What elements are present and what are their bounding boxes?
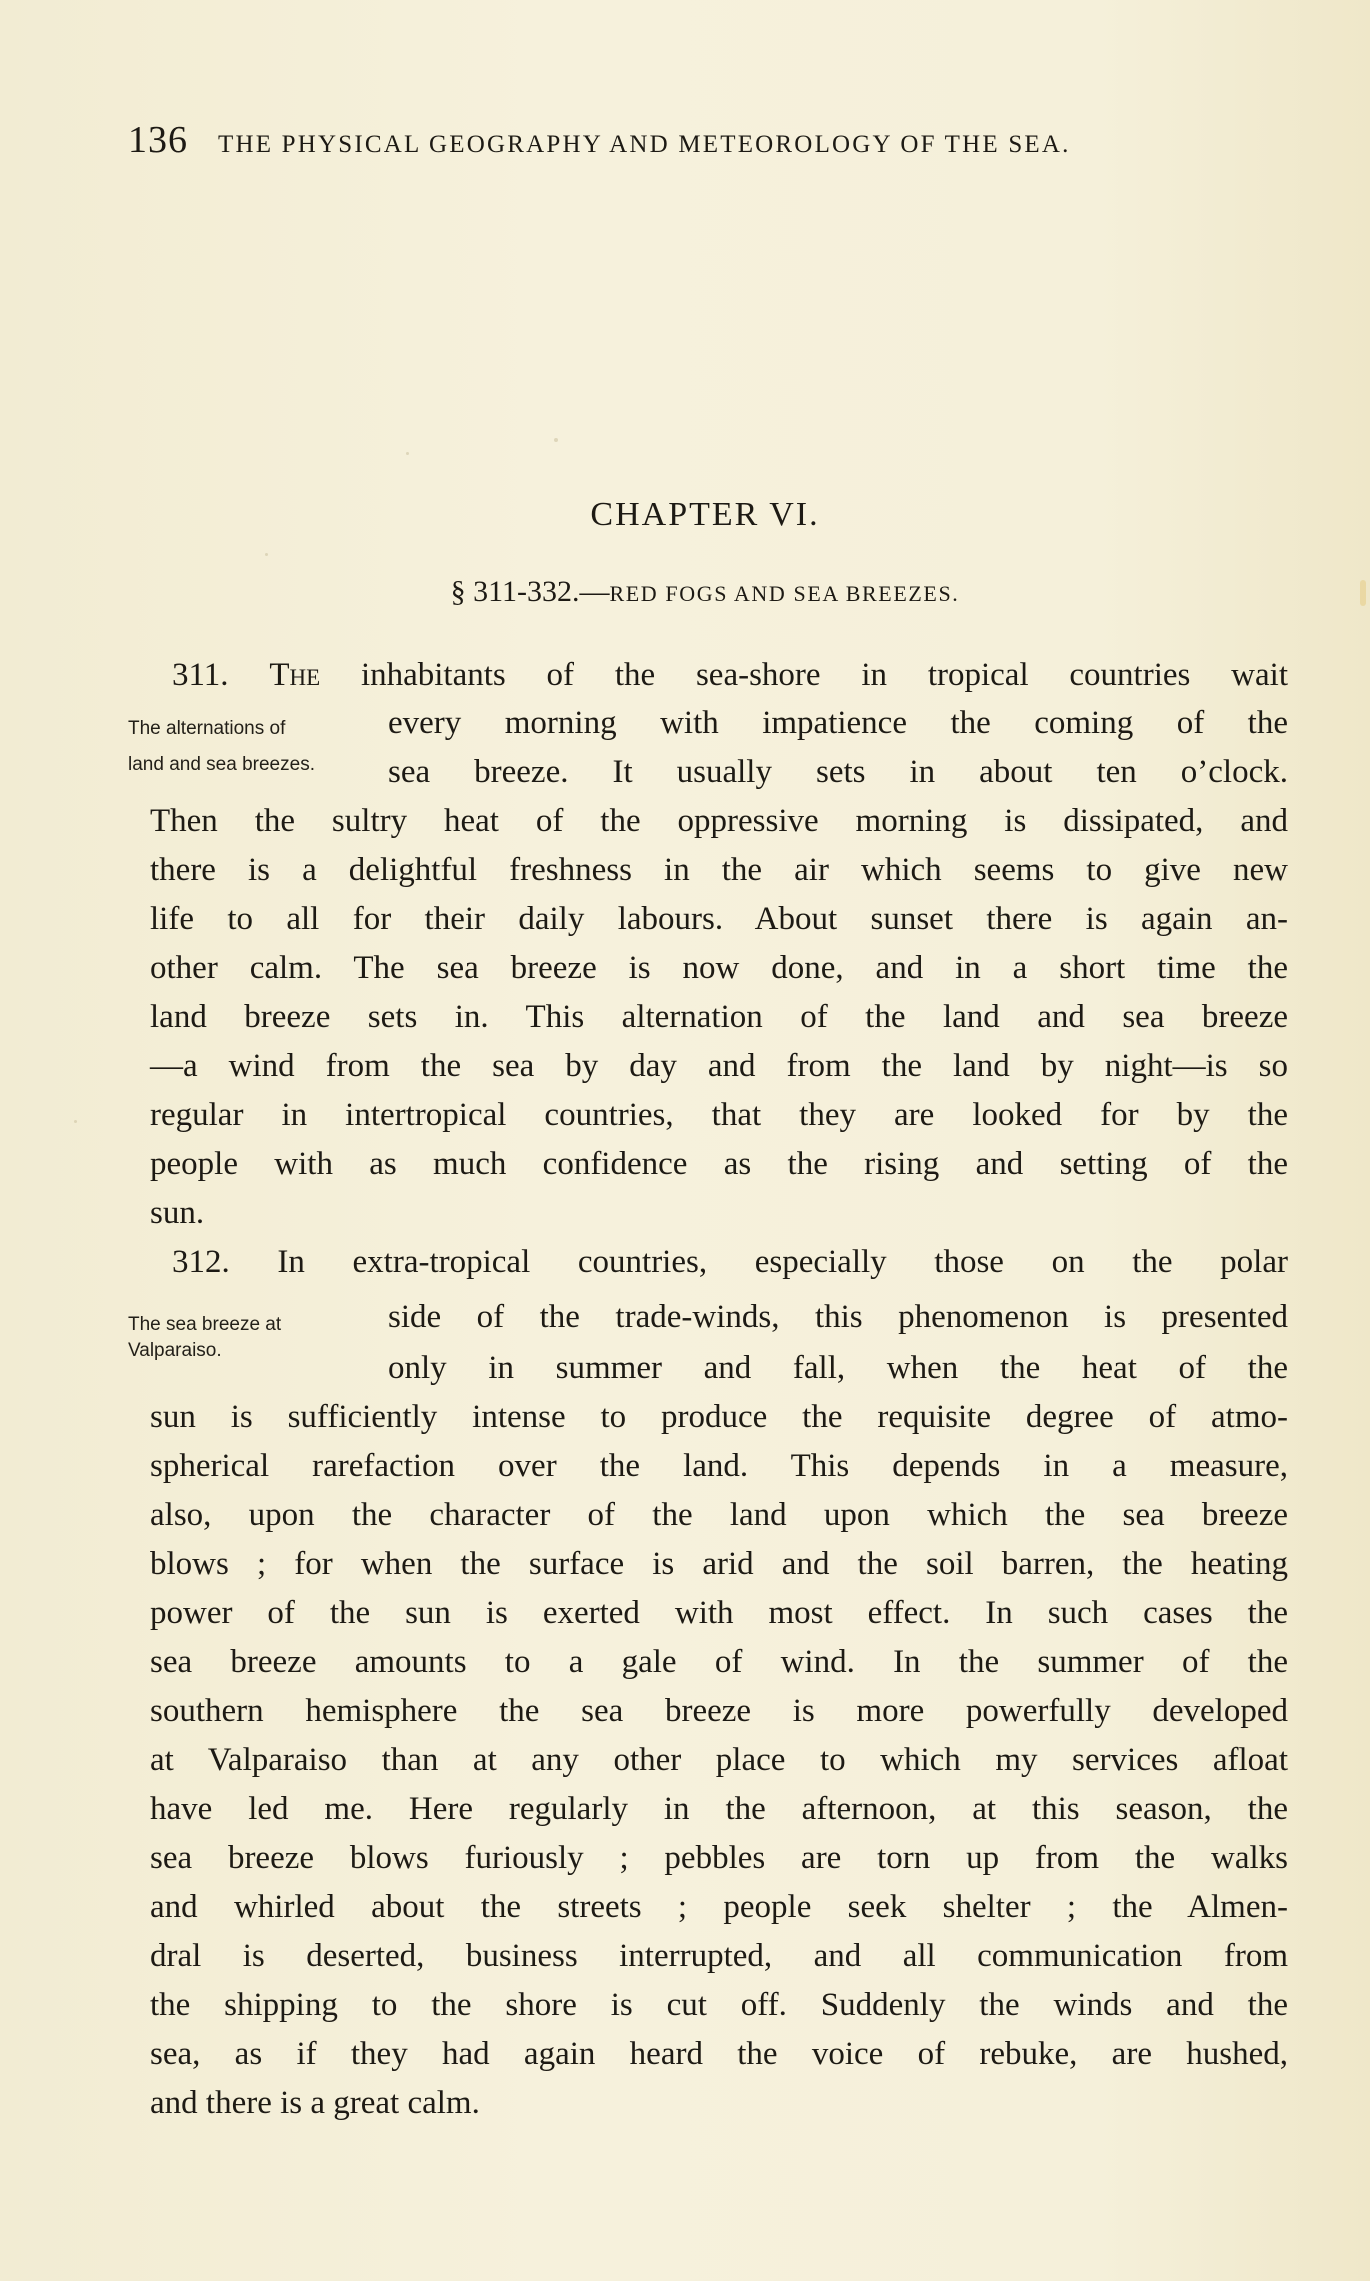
text-line-9: —a wind from the sea by day and from the land by night—is so xyxy=(150,1048,1288,1084)
text-line-1 xyxy=(172,651,1288,699)
text-line-21: sea breeze amounts to a gale of wind. In the summer of the xyxy=(150,1644,1288,1680)
paragraph-first-word: The xyxy=(269,657,321,693)
text-line-10: regular in intertropical countries, that they are looked for by the xyxy=(150,1097,1288,1133)
text-line-16: sun is sufficiently intense to produce the requisite degree of atmo- xyxy=(150,1399,1288,1435)
text-line-24: have led me. Here regularly in the afternoon, at this season, the xyxy=(150,1791,1288,1827)
section-heading xyxy=(0,575,1370,609)
text-line-11: people with as much confidence as the rising and setting of the xyxy=(150,1146,1288,1182)
paper-speck xyxy=(554,438,558,442)
line-1-rest: inhabitants of the sea-shore in tropical countries wait xyxy=(360,657,1288,693)
section-number: § 311-332. xyxy=(450,575,580,608)
paragraph-number-311: 311. xyxy=(172,657,229,693)
text-line-12: sun. xyxy=(150,1195,205,1231)
text-line-13: 312. In extra-tropical countries, especially those on the polar xyxy=(172,1244,1288,1280)
text-line-23: at Valparaiso than at any other place to which my services afloat xyxy=(150,1742,1288,1778)
chapter-title: CHAPTER VI. xyxy=(590,496,820,533)
text-line-29: sea, as if they had again heard the voice of rebuke, are hushed, xyxy=(150,2036,1288,2072)
text-line-5: there is a delightful freshness in the air which seems to give new xyxy=(150,852,1288,888)
text-line-7: other calm. The sea breeze is now done, and in a short time the xyxy=(150,950,1288,986)
text-line-26: and whirled about the streets ; people seek shelter ; the Almen- xyxy=(150,1889,1288,1925)
text-line-18: also, upon the character of the land upon which the sea breeze xyxy=(150,1497,1288,1533)
text-line-22: southern hemisphere the sea breeze is more powerfully developed xyxy=(150,1693,1288,1729)
text-line-8: land breeze sets in. This alternation of the land and sea breeze xyxy=(150,999,1288,1035)
text-line-4: Then the sultry heat of the oppressive morning is dissipated, and xyxy=(150,803,1288,839)
text-line-3: sea breeze. It usually sets in about ten o’clock. xyxy=(388,754,1288,790)
text-line-19: blows ; for when the surface is arid and the soil barren, the heating xyxy=(150,1546,1288,1582)
running-head xyxy=(128,118,1238,168)
paper-speck xyxy=(406,452,409,455)
sidenote-valparaiso-line-2: Valparaiso. xyxy=(128,1340,222,1361)
text-line-2: every morning with impatience the coming of the xyxy=(388,705,1288,741)
section-title: RED FOGS AND SEA BREEZES. xyxy=(609,581,960,606)
sidenote-valparaiso-line-1: The sea breeze at xyxy=(128,1314,282,1335)
section-dash: — xyxy=(579,575,610,608)
text-line-14: side of the trade-winds, this phenomenon is presented xyxy=(388,1299,1288,1335)
text-line-20: power of the sun is exerted with most effect. In such cases the xyxy=(150,1595,1288,1631)
text-line-15: only in summer and fall, when the heat of the xyxy=(388,1350,1288,1386)
text-line-27: dral is deserted, business interrupted, and all communication from xyxy=(150,1938,1288,1974)
paper-speck xyxy=(265,553,268,556)
running-title: THE PHYSICAL GEOGRAPHY AND METEOROLOGY OF THE SEA. xyxy=(218,131,1071,158)
text-line-30: and there is a great calm. xyxy=(150,2085,480,2121)
sidenote-alternations-line-1: The alternations of xyxy=(128,718,286,739)
text-line-28: the shipping to the shore is cut off. Suddenly the winds and the xyxy=(150,1987,1288,2023)
text-line-25: sea breeze blows furiously ; pebbles are torn up from the walks xyxy=(150,1840,1288,1876)
paper-speck xyxy=(74,1120,77,1123)
text-line-6: life to all for their daily labours. About sunset there is again an- xyxy=(150,901,1288,937)
paper-edge-stain xyxy=(1360,580,1366,606)
page-number: 136 xyxy=(128,119,188,161)
sidenote-alternations-line-2: land and sea breezes. xyxy=(128,754,315,775)
text-line-17: spherical rarefaction over the land. This depends in a measure, xyxy=(150,1448,1288,1484)
